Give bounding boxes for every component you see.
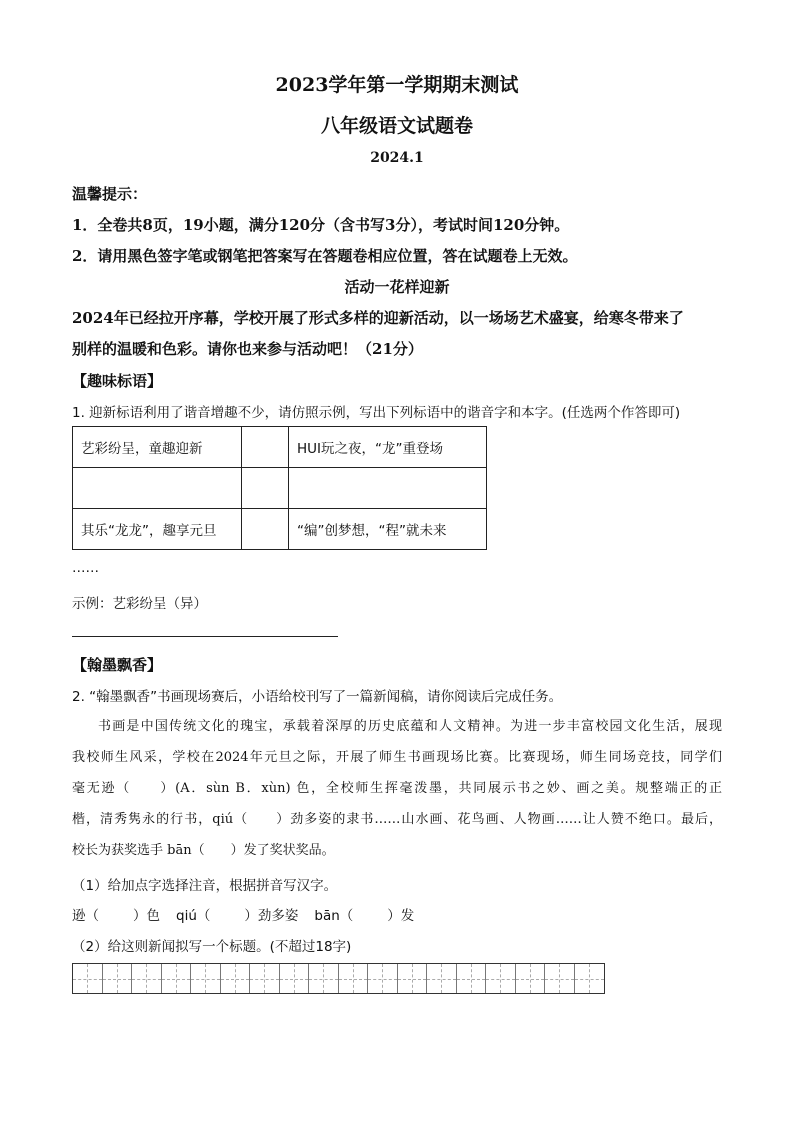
grid-cell[interactable]	[103, 964, 133, 993]
fill-text: ）发	[387, 908, 415, 924]
section-heading-slogans: 【趣味标语】	[72, 372, 163, 390]
answer-cell[interactable]	[289, 468, 487, 509]
fill-blank-line	[72, 904, 414, 924]
example-text: 示例：艺彩纷呈（异）	[72, 596, 207, 612]
activity-intro-line: 2024年已经拉开序幕，学校开展了形式多样的迎新活动，以一场场艺术盛宴，给寒冬带来了	[72, 309, 684, 327]
grid-cell[interactable]	[516, 964, 546, 993]
grid-cell[interactable]	[132, 964, 162, 993]
grid-cell[interactable]	[191, 964, 221, 993]
fill-text: ）劲多姿	[244, 908, 299, 924]
grid-cell[interactable]	[73, 964, 103, 993]
slogan-table	[72, 426, 487, 550]
grid-cell[interactable]	[221, 964, 251, 993]
passage-line: 毫无逊（ ）(A．sùn B．xùn) 色，全校师生挥毫泼墨，共同展示书之妙、画之美。规整端正的正	[72, 781, 722, 796]
grid-cell[interactable]	[545, 964, 575, 993]
table-row	[73, 509, 487, 550]
page-subtitle: 八年级语文试题卷	[320, 115, 473, 137]
section-heading-calligraphy: 【翰墨飘香】	[72, 656, 163, 674]
answer-line[interactable]	[72, 636, 338, 637]
question-1: 1. 迎新标语利用了谐音增趣不少，请仿照示例，写出下列标语中的谐音字和本字。(任选两个作答即可)	[72, 405, 681, 421]
grid-cell[interactable]	[575, 964, 605, 993]
activity-intro-line: 别样的温暖和色彩。请你也来参与活动吧！（21分）	[72, 340, 423, 358]
answer-cell[interactable]	[73, 468, 242, 509]
tip-item: 1．全卷共8页，19小题，满分120分（含书写3分），考试时间120分钟。	[72, 216, 570, 234]
passage-line: 校长为获奖选手 bān（ ）发了奖状奖品。	[72, 843, 335, 858]
question-2: 2. “翰墨飘香”书画现场赛后，小语给校刊写了一篇新闻稿，请你阅读后完成任务。	[72, 689, 563, 705]
table-cell: HUI玩之夜，“龙”重登场	[289, 427, 487, 468]
grid-cell[interactable]	[309, 964, 339, 993]
title-writing-grid[interactable]	[72, 963, 605, 994]
ellipsis: ……	[72, 560, 99, 576]
table-cell: 其乐“龙龙”，趣享元旦	[73, 509, 242, 550]
grid-cell[interactable]	[250, 964, 280, 993]
grid-cell[interactable]	[339, 964, 369, 993]
activity-title: 活动一花样迎新	[344, 278, 450, 296]
passage-line: 书画是中国传统文化的瑰宝，承载着深厚的历史底蕴和人文精神。为进一步丰富校园文化生活，展现	[98, 719, 722, 734]
table-row	[73, 427, 487, 468]
passage-line: 我校师生风采，学校在2024年元旦之际，开展了师生书画现场比赛。比赛现场，师生同场竞技，同学们	[72, 750, 722, 765]
grid-cell[interactable]	[398, 964, 428, 993]
sub-question-2: （2）给这则新闻拟写一个标题。(不超过18字)	[72, 939, 352, 955]
grid-cell[interactable]	[368, 964, 398, 993]
table-cell: 艺彩纷呈，童趣迎新	[73, 427, 242, 468]
answer-cell[interactable]	[242, 427, 289, 468]
grid-cell[interactable]	[457, 964, 487, 993]
fill-text: ）色	[133, 908, 160, 924]
grid-cell[interactable]	[162, 964, 192, 993]
tip-item: 2．请用黑色签字笔或钢笔把答案写在答题卷相应位置，答在试题卷上无效。	[72, 247, 578, 265]
table-cell: “编”创梦想，“程”就未来	[289, 509, 487, 550]
fill-text: 逊（	[72, 908, 99, 924]
tips-heading: 温馨提示：	[72, 185, 148, 203]
fill-text: qiú（	[176, 908, 211, 924]
grid-cell[interactable]	[486, 964, 516, 993]
answer-cell[interactable]	[242, 509, 289, 550]
page-title: 2023学年第一学期期末测试	[275, 74, 519, 96]
fill-text: bān（	[314, 908, 354, 924]
passage-line: 楷，清秀隽永的行书，qiú（ ）劲多姿的隶书……山水画、花鸟画、人物画……让人赞不绝口。最后，	[72, 812, 722, 827]
news-passage	[72, 711, 722, 866]
sub-question-1: （1）给加点字选择注音，根据拼音写汉字。	[72, 878, 338, 894]
answer-cell[interactable]	[242, 468, 289, 509]
table-row	[73, 468, 487, 509]
grid-cell[interactable]	[427, 964, 457, 993]
exam-date: 2024.1	[370, 150, 424, 166]
grid-cell[interactable]	[280, 964, 310, 993]
